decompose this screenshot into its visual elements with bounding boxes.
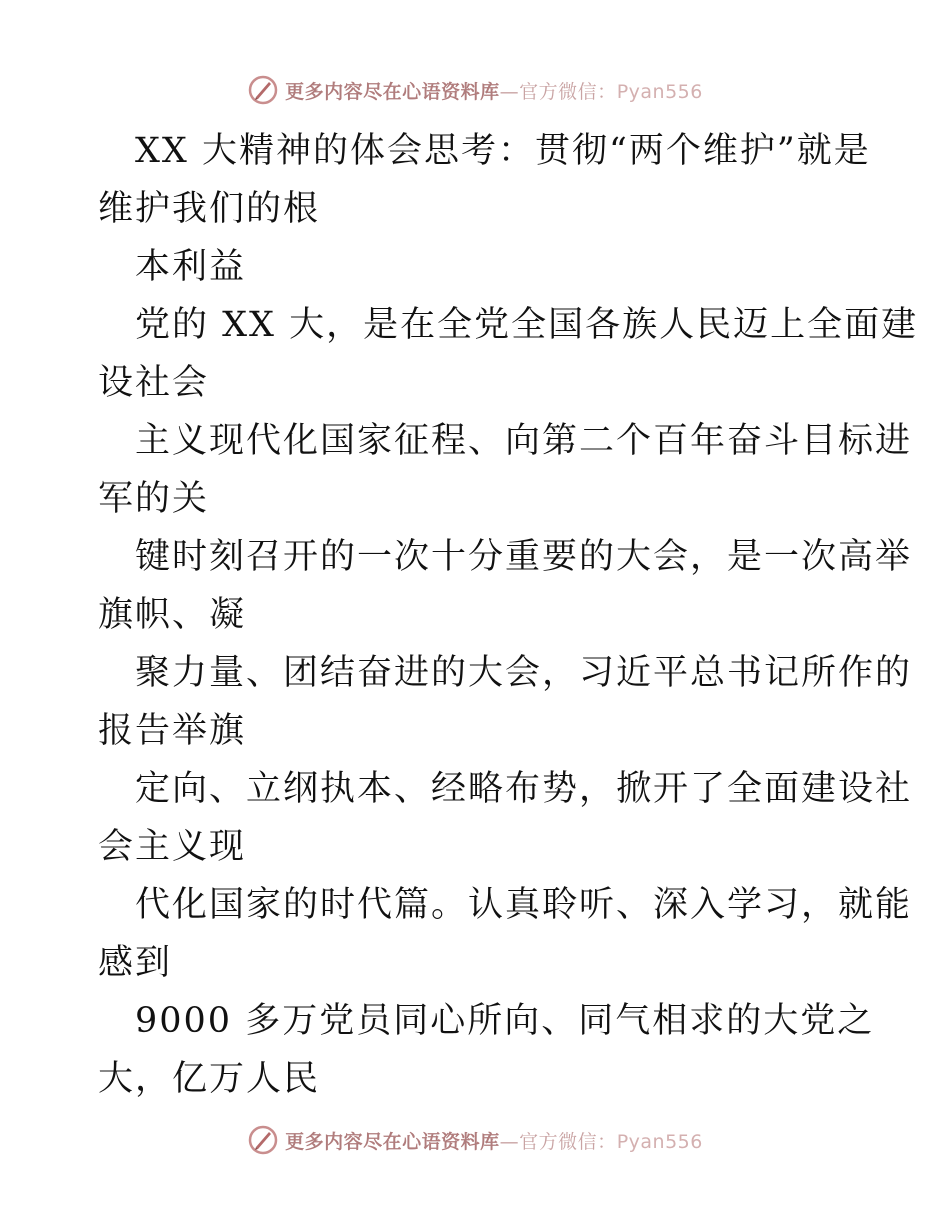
watermark-text: [285, 1127, 703, 1154]
document-body: [98, 122, 919, 1108]
text-line: 大，亿万人民: [98, 1059, 321, 1099]
text-line: 代化国家的时代篇。认真聆听、深入学习，就能: [135, 885, 913, 925]
text-line: 报告举旗: [98, 711, 247, 751]
text-line: 旗帜、凝: [98, 595, 247, 635]
watermark-site-name: 更多内容尽在心语资料库: [285, 1130, 500, 1153]
watermark-text: [285, 77, 703, 104]
text-line: 定向、立纲执本、经略布势，掀开了全面建设社: [135, 769, 913, 809]
watermark-handle: Pyan556: [616, 80, 703, 103]
text-line: 会主义现: [98, 827, 247, 867]
text-line: 军的关: [98, 479, 210, 519]
watermark-separator: —官方微信：: [499, 80, 617, 103]
watermark-handle: Pyan556: [616, 1130, 703, 1153]
text-line: 维护我们的根: [98, 189, 321, 229]
text-line: 感到: [98, 943, 173, 983]
text-line: 本利益: [135, 247, 247, 287]
footer-watermark: [0, 1120, 950, 1160]
text-line: 聚力量、团结奋进的大会，习近平总书记所作的: [135, 653, 913, 693]
watermark-separator: —官方微信：: [499, 1130, 617, 1153]
watermark-site-name: 更多内容尽在心语资料库: [285, 80, 500, 103]
text-line: 9000 多万党员同心所向、同气相求的大党之: [135, 1001, 875, 1041]
text-line: 设社会: [98, 363, 210, 403]
text-line: XX 大精神的体会思考：贯彻“两个维护”就是: [135, 131, 871, 171]
quill-logo-icon: [247, 74, 279, 106]
header-watermark: [0, 70, 950, 110]
quill-logo-icon: [247, 1124, 279, 1156]
text-line: 键时刻召开的一次十分重要的大会，是一次高举: [135, 537, 913, 577]
text-line: 党的 XX 大，是在全党全国各族人民迈上全面建: [135, 305, 919, 345]
text-line: 主义现代化国家征程、向第二个百年奋斗目标进: [135, 421, 913, 461]
